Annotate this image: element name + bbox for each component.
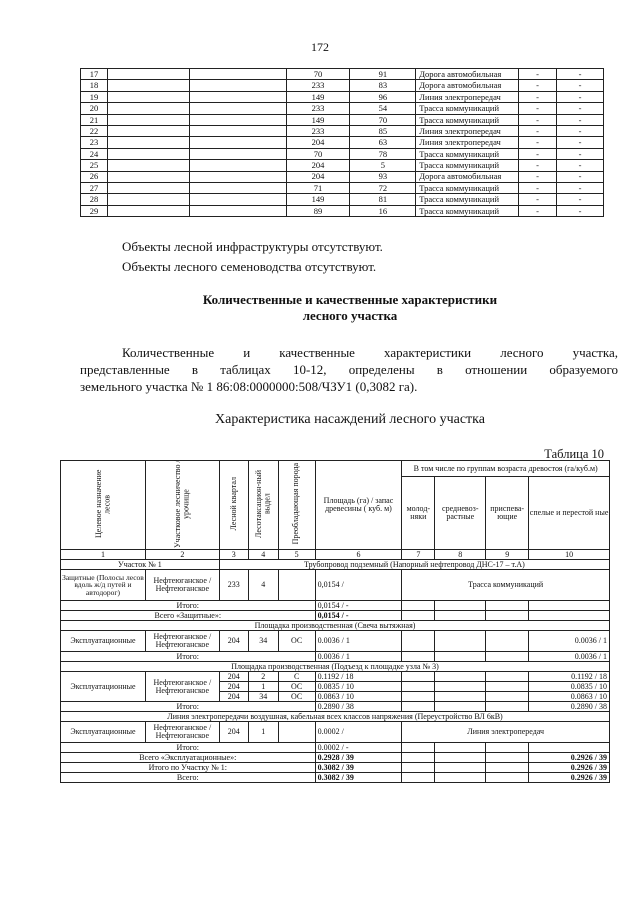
empty-cell <box>189 114 286 125</box>
dash-cell: - <box>519 91 557 102</box>
row-number: 28 <box>81 194 108 205</box>
column-numbers-row <box>61 550 610 560</box>
allotment-row <box>81 148 604 159</box>
header-ripening: приспева-ющие <box>486 477 529 550</box>
table-title: Характеристика насаждений лесного участка <box>215 412 485 427</box>
allotment-row <box>81 114 604 125</box>
header-kvartal: Лесной квартал <box>219 461 248 550</box>
vydel-cell: 85 <box>350 125 416 136</box>
empty-cell <box>107 103 189 114</box>
kvartal-cell: 204 <box>286 171 350 182</box>
section-heading-line-2: лесного участка <box>302 308 398 323</box>
intro-line-2: представленные в таблицах 10-12, определены в отношении образуемого <box>80 362 618 377</box>
empty-cell <box>107 205 189 216</box>
row-number: 19 <box>81 91 108 102</box>
kvartal-cell: 204 <box>286 160 350 171</box>
stand-characteristics-table <box>60 460 610 783</box>
usage-cell: Линия электропередач <box>416 91 519 102</box>
dash-cell: - <box>519 80 557 91</box>
column-number: 6 <box>315 550 402 560</box>
kvartal-cell: 233 <box>286 125 350 136</box>
allotment-row <box>81 182 604 193</box>
dash-cell: - <box>519 69 557 80</box>
section-3-title-row: Площадка производственная (Подъезд к площадке узла № 3) <box>61 662 610 672</box>
empty-cell <box>189 171 286 182</box>
section-heading-line-1: Количественные и качественные характеристики <box>202 292 498 307</box>
allotment-row <box>81 125 604 136</box>
column-number: 7 <box>402 550 435 560</box>
empty-cell <box>107 137 189 148</box>
column-number: 1 <box>61 550 146 560</box>
dash-cell: - <box>519 171 557 182</box>
section-2-data-row: Эксплуатационные Нефтеюганское / Нефтеюганское 204 34 ОС 0.0036 / 1 0.0036 / 1 <box>61 631 610 652</box>
kvartal-cell: 71 <box>286 182 350 193</box>
row-number: 22 <box>81 125 108 136</box>
vydel-cell: 83 <box>350 80 416 91</box>
empty-cell <box>189 148 286 159</box>
section-3-data-row: Эксплуатационные Нефтеюганское / Нефтеюганское 204 2 С 0.1192 / 18 0.1192 / 18 <box>61 672 610 682</box>
vydel-cell: 78 <box>350 148 416 159</box>
empty-cell <box>189 160 286 171</box>
section-4-data-row: Эксплуатационные Нефтеюганское / Нефтеюганское 204 1 0.0002 / Линия электропередач <box>61 722 610 743</box>
allotment-row <box>81 171 604 182</box>
vydel-cell: 72 <box>350 182 416 193</box>
dash-cell: - <box>519 160 557 171</box>
allotment-row <box>81 80 604 91</box>
empty-cell <box>107 114 189 125</box>
section-2-title-row: Площадка производственная (Свеча вытяжная) <box>61 621 610 631</box>
dash-cell: - <box>519 137 557 148</box>
intro-line-3: земельного участка № 1 86:08:0000000:508/ЧЗУ1 (0,3082 га). <box>80 379 418 394</box>
usage-cell: Дорога автомобильная <box>416 80 519 91</box>
empty-cell <box>189 205 286 216</box>
empty-cell <box>107 91 189 102</box>
row-number: 21 <box>81 114 108 125</box>
header-purpose: Целевое назначение лесов <box>61 461 146 550</box>
vydel-cell: 5 <box>350 160 416 171</box>
column-number: 3 <box>219 550 248 560</box>
empty-cell <box>107 194 189 205</box>
kvartal-cell: 89 <box>286 205 350 216</box>
infrastructure-note: Объекты лесной инфраструктуры отсутствуют. <box>122 239 383 254</box>
exploitation-total-row: Всего «Эксплуатационные»: 0.2928 / 39 0.2926 / 39 <box>61 753 610 763</box>
table-number: Таблица 10 <box>544 447 604 461</box>
empty-cell <box>107 160 189 171</box>
intro-line-1: Количественные и качественные характеристики лесного участка, <box>122 345 618 360</box>
column-number: 8 <box>435 550 486 560</box>
vydel-cell: 96 <box>350 91 416 102</box>
dash-cell: - <box>557 125 604 136</box>
column-number: 4 <box>248 550 278 560</box>
empty-cell <box>107 80 189 91</box>
dash-cell: - <box>519 114 557 125</box>
empty-cell <box>189 182 286 193</box>
section-3-data-row: 204 1 ОС 0.0835 / 10 0.0835 / 10 <box>61 682 610 692</box>
dash-cell: - <box>557 205 604 216</box>
dash-cell: - <box>519 103 557 114</box>
dash-cell: - <box>557 160 604 171</box>
allotment-row <box>81 103 604 114</box>
vydel-cell: 16 <box>350 205 416 216</box>
dash-cell: - <box>557 91 604 102</box>
empty-cell <box>107 69 189 80</box>
empty-cell <box>107 125 189 136</box>
grand-total-row: Всего: 0.3082 / 39 0.2926 / 39 <box>61 773 610 783</box>
usage-cell: Линия электропередач <box>416 125 519 136</box>
section-1-data-row: Защитные (Полосы лесов вдоль ж/д путей и автодорог) Нефтеюганское / Нефтеюганское 233 4 0,0154 / Трасса коммуникаций <box>61 570 610 601</box>
row-number: 23 <box>81 137 108 148</box>
section-heading <box>80 292 620 324</box>
dash-cell: - <box>519 182 557 193</box>
allotment-row <box>81 205 604 216</box>
usage-cell: Трасса коммуникаций <box>416 114 519 125</box>
kvartal-cell: 70 <box>286 148 350 159</box>
usage-cell: Трасса коммуникаций <box>416 182 519 193</box>
seed-note: Объекты лесного семеноводства отсутствуют. <box>122 259 377 274</box>
header-mature: спелые и перестой ные <box>529 477 610 550</box>
dash-cell: - <box>519 148 557 159</box>
row-number: 27 <box>81 182 108 193</box>
header-young: молод-няки <box>402 477 435 550</box>
protective-total-row: Всего «Защитные»: 0,0154 / - <box>61 611 610 621</box>
dash-cell: - <box>557 148 604 159</box>
plot-total-row: Итого по Участку № 1: 0.3082 / 39 0.2926 / 39 <box>61 763 610 773</box>
kvartal-cell: 149 <box>286 91 350 102</box>
section-3-data-row: 204 34 ОС 0.0863 / 10 0.0863 / 10 <box>61 692 610 702</box>
header-vydel: Лесотаксацион-ный выдел <box>248 461 278 550</box>
empty-cell <box>189 69 286 80</box>
row-number: 26 <box>81 171 108 182</box>
usage-cell: Дорога автомобильная <box>416 69 519 80</box>
allotment-row <box>81 91 604 102</box>
allotment-row <box>81 194 604 205</box>
usage-cell: Трасса коммуникаций <box>416 205 519 216</box>
row-number: 24 <box>81 148 108 159</box>
row-number: 25 <box>81 160 108 171</box>
column-number: 5 <box>278 550 315 560</box>
empty-cell <box>189 137 286 148</box>
intro-paragraph <box>80 344 618 395</box>
dash-cell: - <box>557 103 604 114</box>
section-2-subtotal-row: Итого: 0.0036 / 1 0.0036 / 1 <box>61 652 610 662</box>
kvartal-cell: 233 <box>286 103 350 114</box>
dash-cell: - <box>557 80 604 91</box>
row-number: 18 <box>81 80 108 91</box>
dash-cell: - <box>557 114 604 125</box>
dash-cell: - <box>519 125 557 136</box>
header-age-groups: В том числе по группам возраста древостоя (га/куб.м) <box>402 461 610 477</box>
section-1-subtotal-row: Итого: 0,0154 / - <box>61 601 610 611</box>
dash-cell: - <box>519 194 557 205</box>
vydel-cell: 81 <box>350 194 416 205</box>
usage-cell: Линия электропередач <box>416 137 519 148</box>
vydel-cell: 63 <box>350 137 416 148</box>
allotment-table <box>80 68 604 217</box>
allotment-row <box>81 69 604 80</box>
usage-cell: Трасса коммуникаций <box>416 160 519 171</box>
vydel-cell: 70 <box>350 114 416 125</box>
empty-cell <box>189 103 286 114</box>
usage-cell: Дорога автомобильная <box>416 171 519 182</box>
header-area: Площадь (га) / запас древесины ( куб. м) <box>315 461 402 550</box>
section-3-subtotal-row: Итого: 0.2890 / 38 0.2890 / 38 <box>61 702 610 712</box>
allotment-row <box>81 137 604 148</box>
vydel-cell: 93 <box>350 171 416 182</box>
dash-cell: - <box>557 194 604 205</box>
header-forestry: Участковое лесничество / урочище <box>145 461 219 550</box>
empty-cell <box>189 80 286 91</box>
page-number: 172 <box>311 40 329 54</box>
allotment-row <box>81 160 604 171</box>
row-number: 29 <box>81 205 108 216</box>
kvartal-cell: 70 <box>286 69 350 80</box>
row-number: 17 <box>81 69 108 80</box>
kvartal-cell: 149 <box>286 114 350 125</box>
dash-cell: - <box>519 205 557 216</box>
usage-cell: Трасса коммуникаций <box>416 148 519 159</box>
header-breed: Преобладающая порода <box>278 461 315 550</box>
vydel-cell: 54 <box>350 103 416 114</box>
row-number: 20 <box>81 103 108 114</box>
vydel-cell: 91 <box>350 69 416 80</box>
dash-cell: - <box>557 137 604 148</box>
dash-cell: - <box>557 171 604 182</box>
usage-cell: Трасса коммуникаций <box>416 194 519 205</box>
kvartal-cell: 204 <box>286 137 350 148</box>
column-number: 10 <box>529 550 610 560</box>
section-4-subtotal-row: Итого: 0.0002 / - <box>61 743 610 753</box>
usage-cell: Трасса коммуникаций <box>416 103 519 114</box>
section-1-title-row: Участок № 1 Трубопровод подземный (Напорный нефтепровод ДНС-17 – т.А) <box>61 560 610 570</box>
empty-cell <box>189 91 286 102</box>
empty-cell <box>189 125 286 136</box>
header-row <box>61 461 610 477</box>
column-number: 9 <box>486 550 529 560</box>
column-number: 2 <box>145 550 219 560</box>
header-middle: средневоз-растные <box>435 477 486 550</box>
dash-cell: - <box>557 182 604 193</box>
kvartal-cell: 233 <box>286 80 350 91</box>
dash-cell: - <box>557 69 604 80</box>
kvartal-cell: 149 <box>286 194 350 205</box>
empty-cell <box>189 194 286 205</box>
empty-cell <box>107 171 189 182</box>
empty-cell <box>107 148 189 159</box>
section-4-title-row: Линия электропередачи воздушная, кабельная всех классов напряжения (Переустройство ВЛ 6кВ) <box>61 712 610 722</box>
empty-cell <box>107 182 189 193</box>
